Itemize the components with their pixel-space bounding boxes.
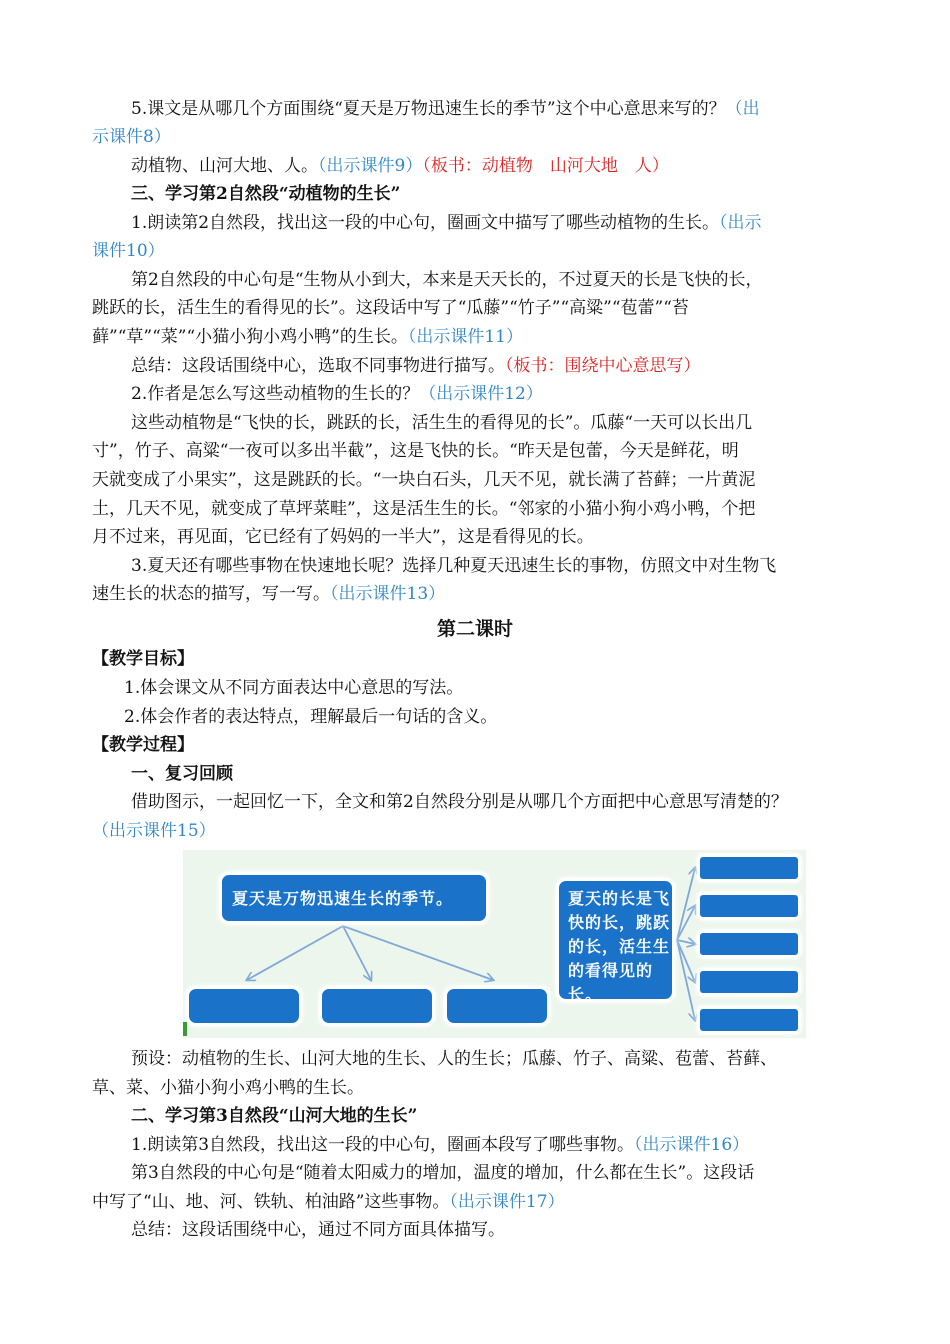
- blank-item-box: [697, 930, 801, 958]
- question-text: 1.朗读第3自然段，找出这一段的中心句，圈画本段写了哪些事物。: [131, 1135, 635, 1155]
- arrow-fan-3: [677, 940, 695, 944]
- summary-text: 总结：这段话围绕中心，选取不同事物进行描写。: [131, 356, 505, 376]
- paragraph-line: [131, 152, 901, 180]
- section-heading: 一、复习回顾: [131, 764, 233, 784]
- courseware-note: 示课件8）: [92, 127, 171, 147]
- paragraph-line: 第2自然段的中心句是“生物从小到大，本来是天天长的，不过夏天的长是飞快的长，: [131, 270, 763, 290]
- paragraph-line: [92, 323, 862, 351]
- paragraph-line: 第3自然段的中心句是“随着太阳威力的增加，温度的增加，什么都在生长”。这段话: [131, 1163, 755, 1183]
- courseware-note: （出示课件13）: [330, 584, 446, 604]
- question-5-text: 5.课文是从哪几个方面围绕“夏天是万物迅速生长的季节”这个中心意思来写的？: [131, 99, 726, 119]
- paragraph-line: 预设：动植物的生长、山河大地的生长、人的生长；瓜藤、竹子、高粱、苞蕾、苔藓、: [131, 1049, 777, 1069]
- paragraph-line: 总结：这段话围绕中心，通过不同方面具体描写。: [131, 1220, 505, 1240]
- goal-item: 2.体会作者的表达特点，理解最后一句话的含义。: [124, 707, 498, 727]
- paragraph-line: [92, 123, 862, 151]
- paragraph-line: 跳跃的长，活生生的看得见的长”。这段话中写了“瓜藤”“竹子”“高粱”“苞蕾”“苔: [92, 298, 689, 318]
- blank-item-box: [697, 854, 801, 882]
- question-text: 2.作者是怎么写这些动植物的生长的？: [131, 384, 420, 404]
- question-text: 1.朗读第2自然段，找出这一段的中心句，圈画文中描写了哪些动植物的生长。: [131, 213, 720, 233]
- board-note: （板书：动植物 山河大地 人）: [422, 156, 669, 176]
- paragraph2-center-box: [556, 878, 675, 1002]
- paragraph-line: [131, 352, 901, 380]
- paragraph-line: 月不过来，再见面，它已经有了妈妈的一半大”，这是看得见的长。: [92, 527, 594, 547]
- paragraph-line: [131, 1131, 901, 1159]
- paragraph-line: [92, 1188, 862, 1216]
- blank-aspect-box: [186, 986, 302, 1026]
- paragraph-line: [92, 817, 862, 845]
- section-heading: 二、学习第3自然段“山河大地的生长”: [131, 1106, 418, 1126]
- courseware-note: （出示课件9）: [318, 156, 423, 176]
- central-idea-box: [219, 872, 489, 924]
- courseware-note: （出: [725, 99, 760, 119]
- paragraph-line: 这些动植物是“飞快的长，跳跃的长，活生生的看得见的长”。瓜藤“一天可以长出几: [131, 413, 753, 433]
- paragraph-line: 寸”，竹子、高粱“一夜可以多出半截”，这是飞快的长。“昨天是包蕾，今天是鲜花，明: [92, 441, 739, 461]
- teaching-process-heading: 【教学过程】: [92, 735, 194, 755]
- paragraph-line: [131, 380, 901, 408]
- body-text: 藓”“草”“菜”“小猫小狗小鸡小鸭”的生长。: [92, 327, 408, 347]
- arrow-fan-4: [677, 940, 695, 982]
- blank-aspect-box: [319, 986, 435, 1026]
- courseware-note: （出示课件16）: [634, 1135, 750, 1155]
- paragraph-line: 3.夏天还有哪些事物在快速地长呢？选择几种夏天迅速生长的事物，仿照文中对生物飞: [131, 556, 777, 576]
- lesson-title: 第二课时: [436, 618, 513, 640]
- section-heading: 三、学习第2自然段“动植物的生长”: [131, 184, 401, 204]
- paragraph-line: 天就变成了小果实”，这是跳跃的长。“一块白石头，几天不见，就长满了苔藓；一片黄泥: [92, 470, 756, 490]
- diagram-corner-mark: [183, 1022, 187, 1036]
- paragraph-line: 土，几天不见，就变成了草坪菜畦”，这是活生生的长。“邻家的小猫小狗小鸡小鸭，个把: [92, 499, 756, 519]
- paragraph-line: [92, 237, 862, 265]
- board-note: （板书：围绕中心意思写）: [505, 356, 701, 376]
- body-text: 速生长的状态的描写，写一写。: [92, 584, 330, 604]
- teaching-goals-heading: 【教学目标】: [92, 649, 194, 669]
- courseware-note: （出示课件17）: [449, 1192, 565, 1212]
- arrow-right: [343, 926, 493, 980]
- blank-item-box: [697, 1006, 801, 1034]
- paragraph-line: 草、菜、小猫小狗小鸡小鸭的生长。: [92, 1078, 364, 1098]
- courseware-note: 课件10）: [92, 241, 165, 261]
- arrow-fan-5: [677, 940, 695, 1020]
- goal-item: 1.体会课文从不同方面表达中心意思的写法。: [124, 678, 464, 698]
- body-text: 中写了“山、地、河、铁轨、柏油路”这些事物。: [92, 1192, 450, 1212]
- paragraph-line: [92, 580, 862, 608]
- blank-item-box: [697, 968, 801, 996]
- paragraph-line: [131, 95, 901, 123]
- courseware-note: （出示课件11）: [407, 327, 523, 347]
- paragraph2-center-text: 夏天的长是飞快的长，跳跃的长，活生生的看得见的长。: [568, 889, 671, 1004]
- arrow-fan-1: [677, 868, 695, 940]
- arrow-left: [247, 926, 343, 980]
- blank-aspect-box: [444, 986, 550, 1026]
- paragraph-line: [131, 209, 901, 237]
- blank-item-box: [697, 892, 801, 920]
- courseware-note: （出示: [719, 213, 762, 233]
- paragraph-line: 借助图示，一起回忆一下，全文和第2自然段分别是从哪几个方面把中心意思写清楚的？: [131, 792, 788, 812]
- central-idea-text: 夏天是万物迅速生长的季节。: [232, 889, 454, 908]
- review-diagram: [183, 850, 806, 1038]
- courseware-note: （出示课件15）: [92, 821, 216, 841]
- arrow-fan-2: [677, 906, 695, 940]
- answer-text: 动植物、山河大地、人。: [131, 156, 318, 176]
- courseware-note: （出示课件12）: [419, 384, 543, 404]
